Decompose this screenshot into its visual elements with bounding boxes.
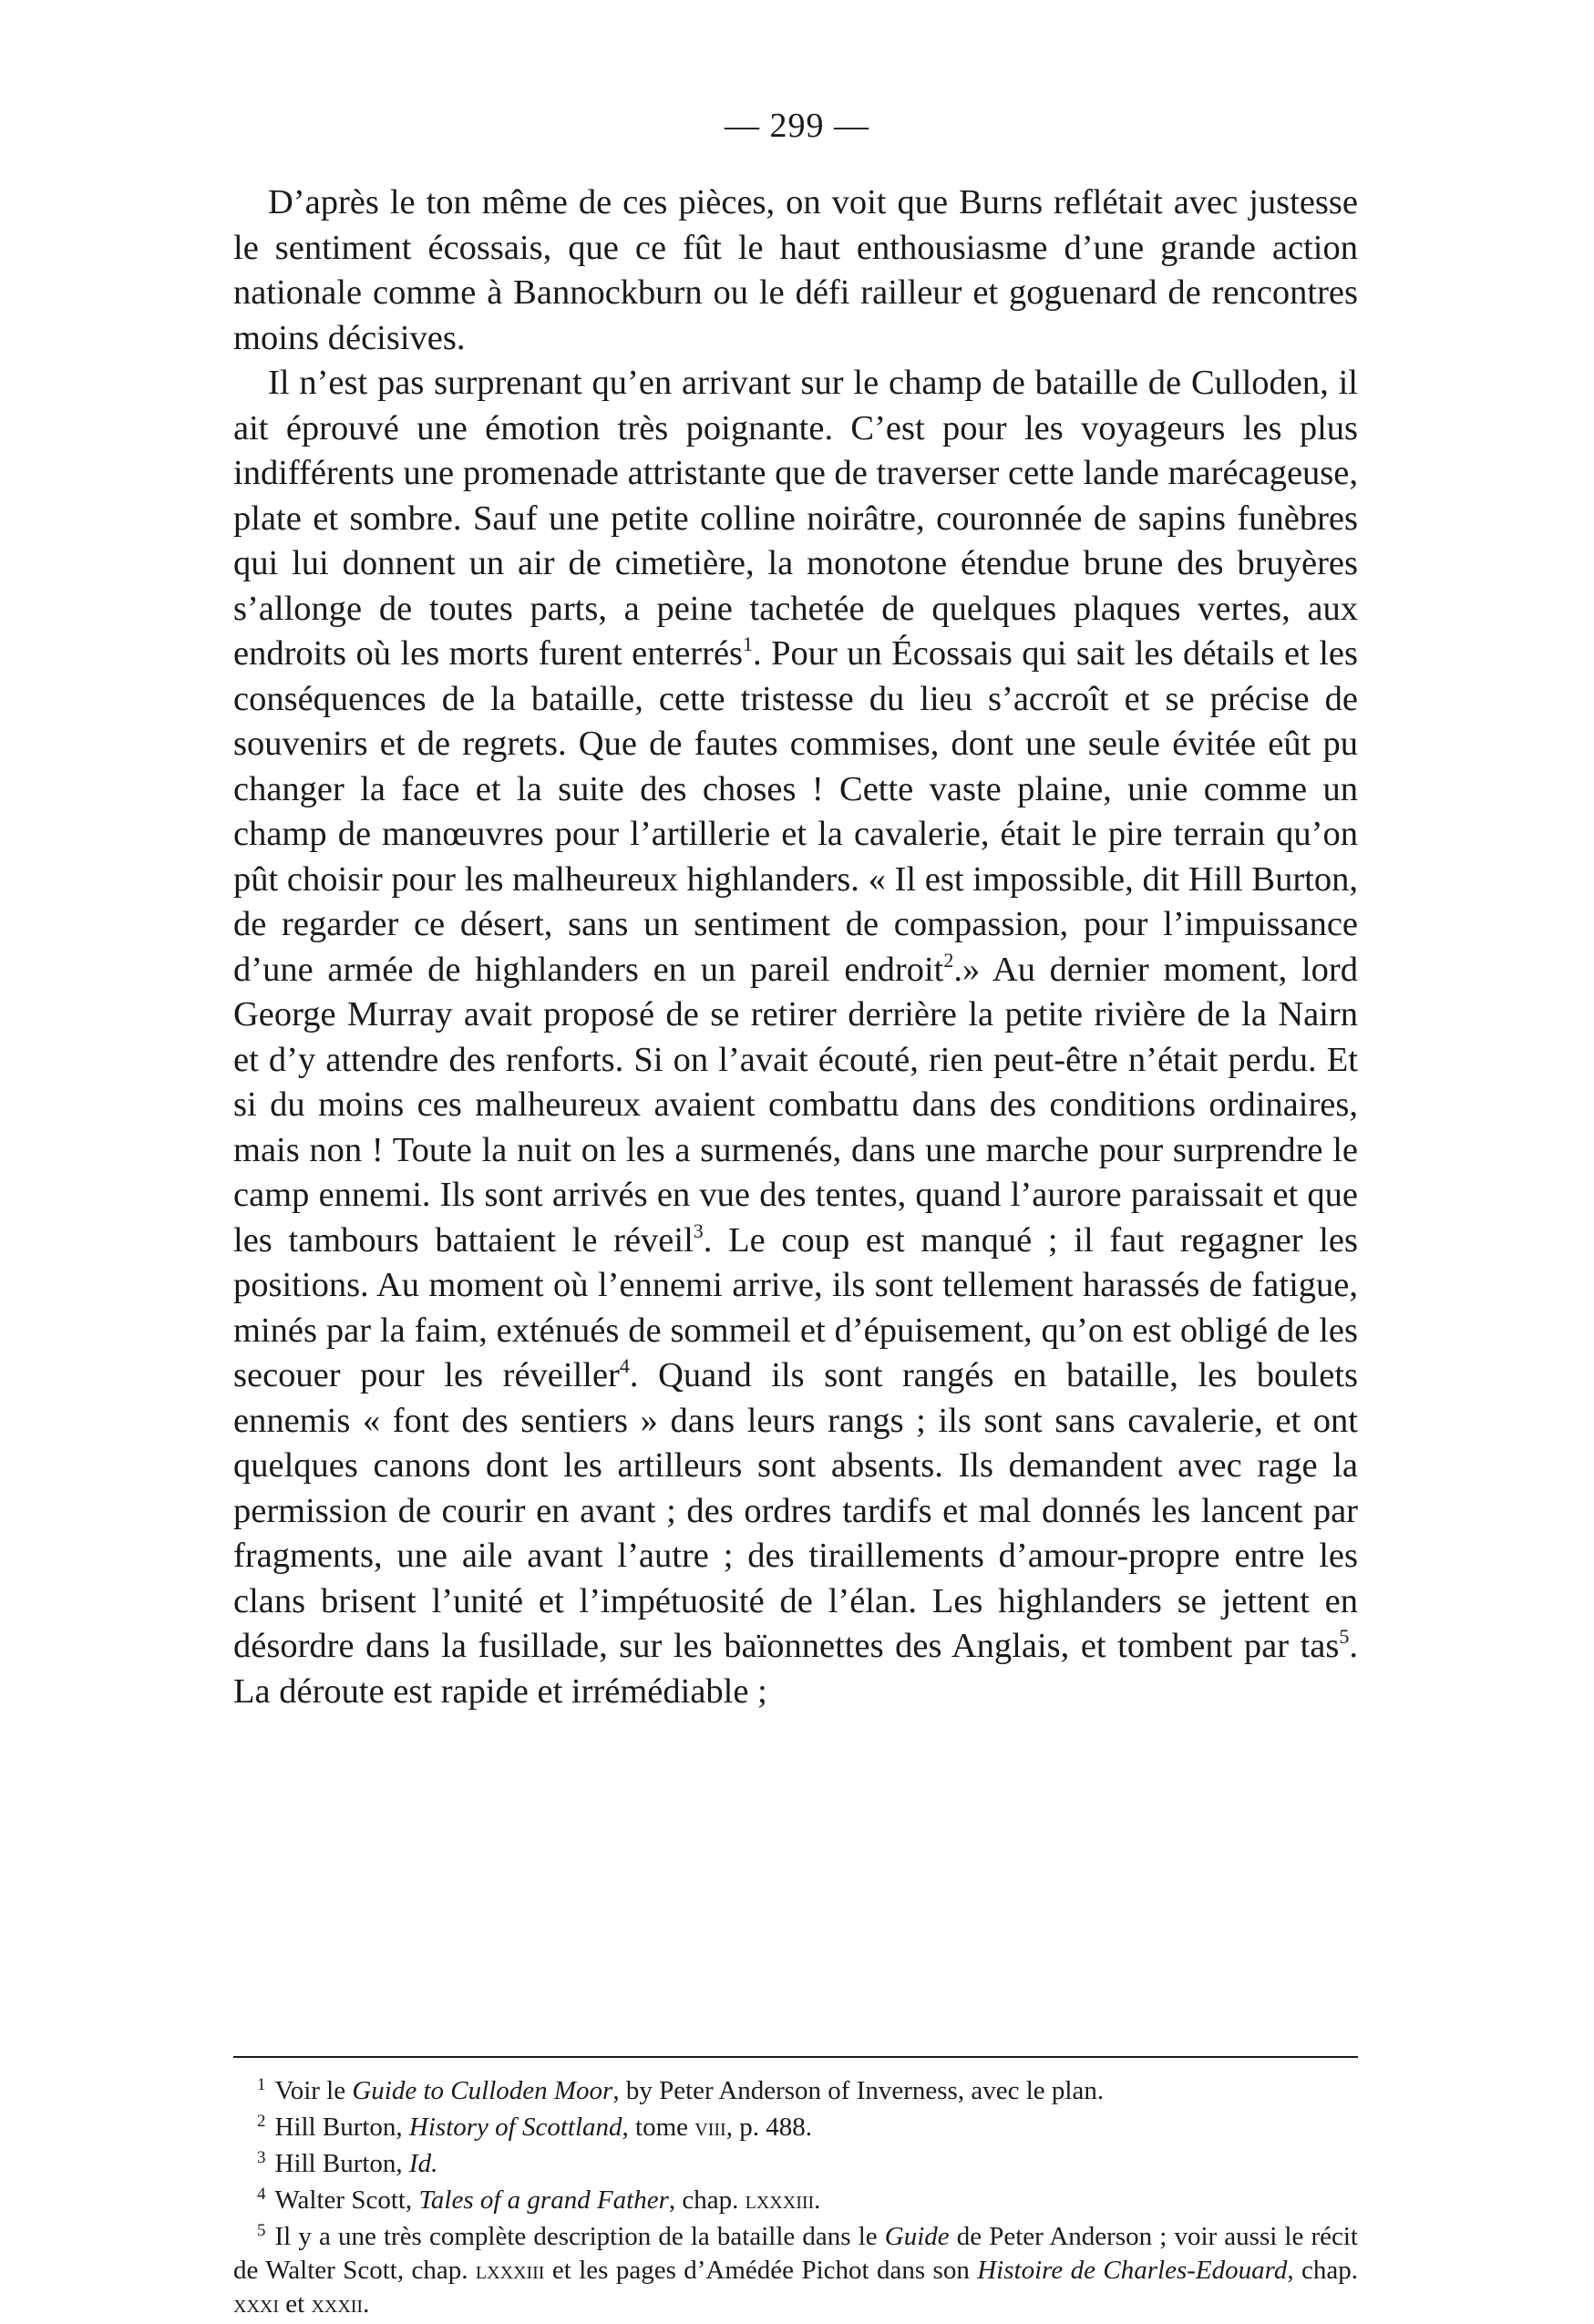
footnote-ref-5[interactable]: 5 [1339,1625,1350,1648]
footnote-item [233,2074,1358,2108]
footnote-text: Hill Burton, [274,2149,409,2178]
footnote-text: , p. 488. [725,2113,812,2142]
footnote-text: de Peter Anderson ; voir aussi le récit de Walter Scott, chap. [233,2222,1358,2285]
footnote-number: 5 [257,2221,266,2240]
page-number: — 299 — [725,107,869,145]
footnote-ref-1[interactable]: 1 [743,632,754,655]
footnotes [233,2074,1358,2324]
footnote-ref-2[interactable]: 2 [943,948,954,972]
footnote-text: Hill Burton, [274,2113,409,2142]
paragraph-2 [233,361,1358,1714]
footnote-text: Voir le [274,2076,353,2105]
footnote-item [233,2147,1358,2181]
footnote-text: . [814,2185,821,2215]
footnote-roman-numeral: xxxi [233,2289,279,2319]
paragraph-2-part-4: . Le coup est manqué ; il faut regagner les positions. Au moment où l’ennemi arrive, ils sont tellement harassés de fatigue, minés par la faim, exténués de sommeil et d’épuisement, qu’on est obligé de les secouer pour les réveiller [233,1220,1358,1394]
footnote-number: 1 [257,2075,266,2094]
footnote-text: et [279,2289,312,2319]
paragraph-2-part-6: . La déroute est rapide et irrémédiable ; [233,1627,1358,1711]
footnote-number: 4 [257,2185,266,2204]
footnote-roman-numeral: lxxxiii [745,2185,815,2215]
footnote-title: Histoire de Charles-Edouard [977,2256,1288,2285]
footnote-title: Id. [408,2149,438,2178]
paragraph-2-part-2: . Pour un Écossais qui sait les détails et les conséquences de la bataille, cette tristesse du lieu s’accroît et se précise de souvenirs et de regrets. Que de fautes commises, dont une seule évitée eût pu changer la face et la suite des choses ! Cette vaste plaine, unie comme un champ de manœuvres pour l’artillerie et la cavalerie, était le pire terrain qu’on pût choisir pour les malheureux highlanders. « Il est impossible, dit Hill Burton, de regarder ce désert, sans un sentiment de compassion, pour l’impuissance d’une armée de highlanders en un pareil endroit [233,634,1358,989]
footnote-text: , by Peter Anderson of Inverness, avec le plan. [612,2076,1105,2105]
footnote-title: Guide to Culloden Moor [352,2076,613,2105]
footnote-title: History of Scottland [408,2113,622,2142]
footnote-text: Il y a une très complète description de la bataille dans le [274,2222,885,2251]
footnote-title: Tales of a grand Father [418,2185,669,2215]
paragraph-2-part-3: .» Au dernier moment, lord George Murray avait proposé de se retirer derrière la petite rivière de la Nairn et d’y attendre des renforts. Si on l’avait écouté, rien peut-être n’était perdu. Et si du moins ces malheureux avaient combattu dans des conditions ordinaires, mais non ! Toute la nuit on les a surmenés, dans une marche pour surprendre le camp ennemi. Ils sont arrivés en vue des tentes, quand l’aurore paraissait et que les tambours battaient le réveil [233,950,1359,1260]
footnote-text: , chap. [1287,2256,1358,2285]
paragraph-2-part-5: . Quand ils sont rangés en bataille, les boulets ennemis « font des sentiers » dans leurs rangs ; ils sont sans cavalerie, et ont quelques canons dont les artilleurs sont absents. Ils demandent avec rage la permission de courir en avant ; des ordres tardifs et mal donnés les lancent par fragments, une aile avant l’autre ; des tiraillements d’amour-propre entre les clans brisent l’unité et l’impétuosité de l’élan. Les highlanders se jettent en désordre dans la fusillade, sur les baïonnettes des Anglais, et tombent par tas [233,1356,1359,1665]
footnote-text: Walter Scott, [274,2185,419,2215]
footnote-ref-3[interactable]: 3 [693,1219,704,1242]
footnote-text: . [363,2289,370,2319]
footnote-item [233,2184,1358,2217]
footnote-number: 2 [257,2112,266,2131]
paragraph-2-part-1: Il n’est pas surprenant qu’en arrivant sur le champ de bataille de Culloden, il ait éprouvé une émotion très poignante. C’est pour les voyageurs les plus indifférents une promenade attristante que de traverser cette lande marécageuse, plate et sombre. Sauf une petite colline noirâtre, couronnée de sapins funèbres qui lui donnent un air de cimetière, la monotone étendue brune des bruyères s’allonge de toutes parts, a peine tachetée de quelques plaques vertes, aux endroits où les morts furent enterrés [233,364,1358,673]
footnote-text: et les pages d’Amédée Pichot dans son [544,2256,978,2285]
footnote-separator [233,2056,1358,2058]
paragraph-1: D’après le ton même de ces pièces, on voit que Burns reflétait avec justesse le sentiment écossais, que ce fût le haut enthousiasme d’une grande action nationale comme à Bannockburn ou le défi railleur et goguenard de rencontres moins décisives. [233,183,1358,357]
footnote-text: , chap. [668,2185,746,2215]
footnote-item [233,2111,1358,2144]
footnote-roman-numeral: viii [694,2113,726,2142]
main-text [233,180,1358,1714]
footnote-roman-numeral: lxxxiii [475,2256,545,2285]
footnote-number: 3 [257,2148,266,2167]
footnote-title: Guide [884,2222,950,2251]
footnote-roman-numeral: xxxii [311,2289,364,2319]
footnote-ref-4[interactable]: 4 [619,1354,630,1377]
footnote-text: , tome [622,2113,695,2142]
footnote-item [233,2220,1358,2321]
